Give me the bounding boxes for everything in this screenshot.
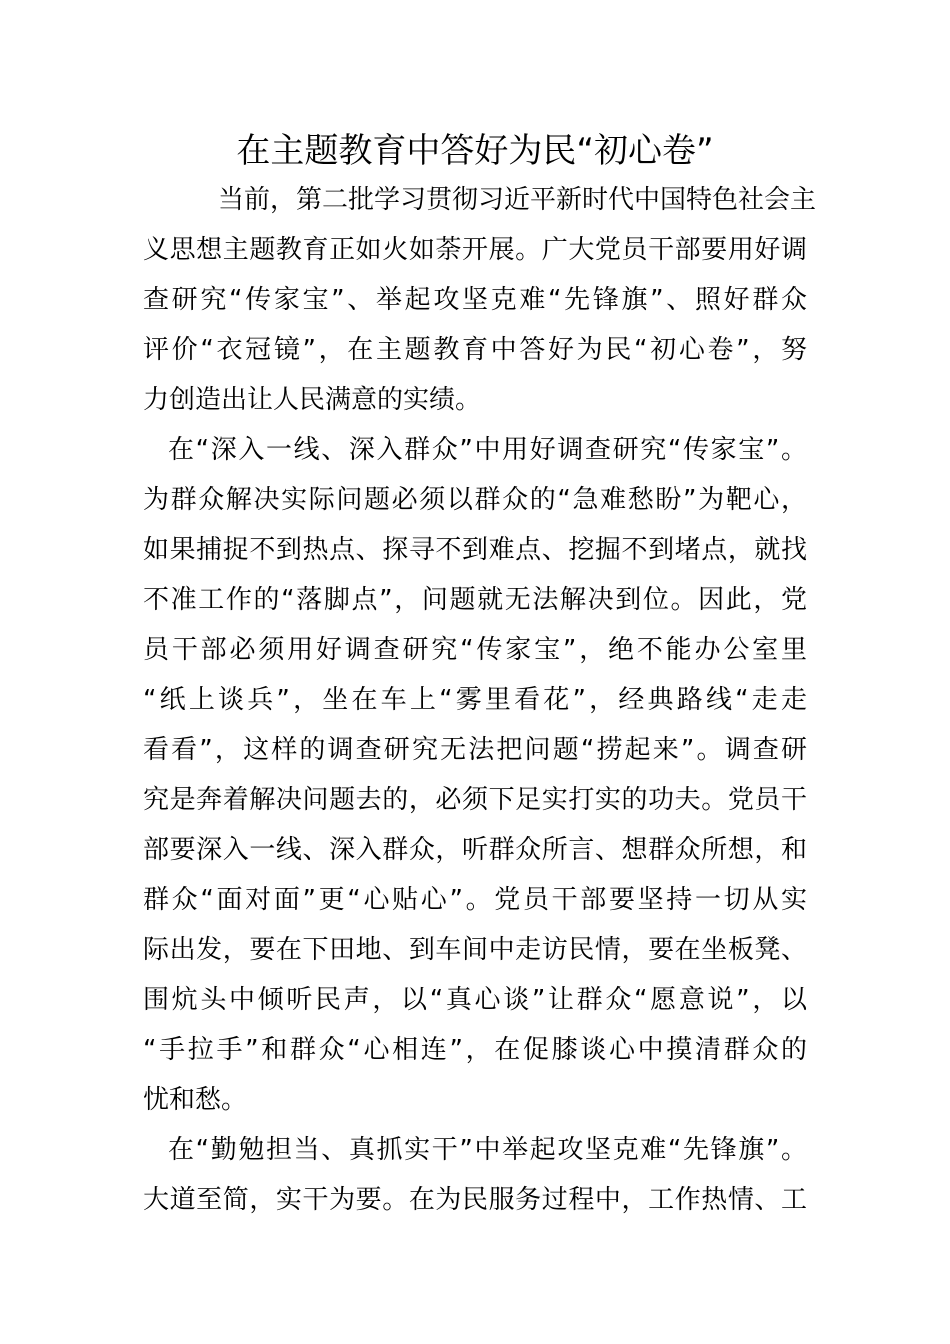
paragraph-line: 查研究“传家宝”、举起攻坚克难“先锋旗”、照好群众 bbox=[143, 285, 807, 315]
paragraph-line: 际出发，要在下田地、到车间中走访民情，要在坐板凳、 bbox=[143, 935, 807, 965]
paragraph-line: 在“深入一线、深入群众”中用好调查研究“传家宝”。 bbox=[168, 435, 807, 465]
paragraph-line: 员干部必须用好调查研究“传家宝”，绝不能办公室里 bbox=[143, 635, 807, 665]
paragraph-line: 看看”，这样的调查研究无法把问题“捞起来”。调查研 bbox=[143, 735, 807, 765]
paragraph-line: 究是奔着解决问题去的，必须下足实打实的功夫。党员干 bbox=[143, 785, 807, 815]
paragraph-line: 忧和愁。 bbox=[143, 1085, 248, 1115]
paragraph-line: 部要深入一线、深入群众，听群众所言、想群众所想，和 bbox=[143, 835, 807, 865]
paragraph-line: 不准工作的“落脚点”，问题就无法解决到位。因此，党 bbox=[143, 585, 807, 615]
paragraph-line: 如果捕捉不到热点、探寻不到难点、挖掘不到堵点，就找 bbox=[143, 535, 807, 565]
paragraph-line: 力创造出让人民满意的实绩。 bbox=[143, 385, 482, 415]
paragraph-line: 义思想主题教育正如火如荼开展。广大党员干部要用好调 bbox=[143, 235, 807, 265]
paragraph-line: 评价“衣冠镜”，在主题教育中答好为民“初心卷”，努 bbox=[143, 335, 807, 365]
paragraph-line: “纸上谈兵”，坐在车上“雾里看花”，经典路线“走走 bbox=[143, 685, 807, 715]
paragraph-line: 当前，第二批学习贯彻习近平新时代中国特色社会主 bbox=[218, 185, 817, 215]
paragraph-line: 围炕头中倾听民声，以“真心谈”让群众“愿意说”，以 bbox=[143, 985, 807, 1015]
paragraph-line: 在“勤勉担当、真抓实干”中举起攻坚克难“先锋旗”。 bbox=[168, 1135, 807, 1165]
paragraph-line: 为群众解决实际问题必须以群众的“急难愁盼”为靶心， bbox=[143, 485, 807, 515]
paragraph-line: 大道至简，实干为要。在为民服务过程中，工作热情、工 bbox=[143, 1185, 807, 1215]
document-title: 在主题教育中答好为民“初心卷” bbox=[236, 131, 714, 171]
paragraph-line: 群众“面对面”更“心贴心”。党员干部要坚持一切从实 bbox=[143, 885, 807, 915]
paragraph-line: “手拉手”和群众“心相连”，在促膝谈心中摸清群众的 bbox=[143, 1035, 807, 1065]
